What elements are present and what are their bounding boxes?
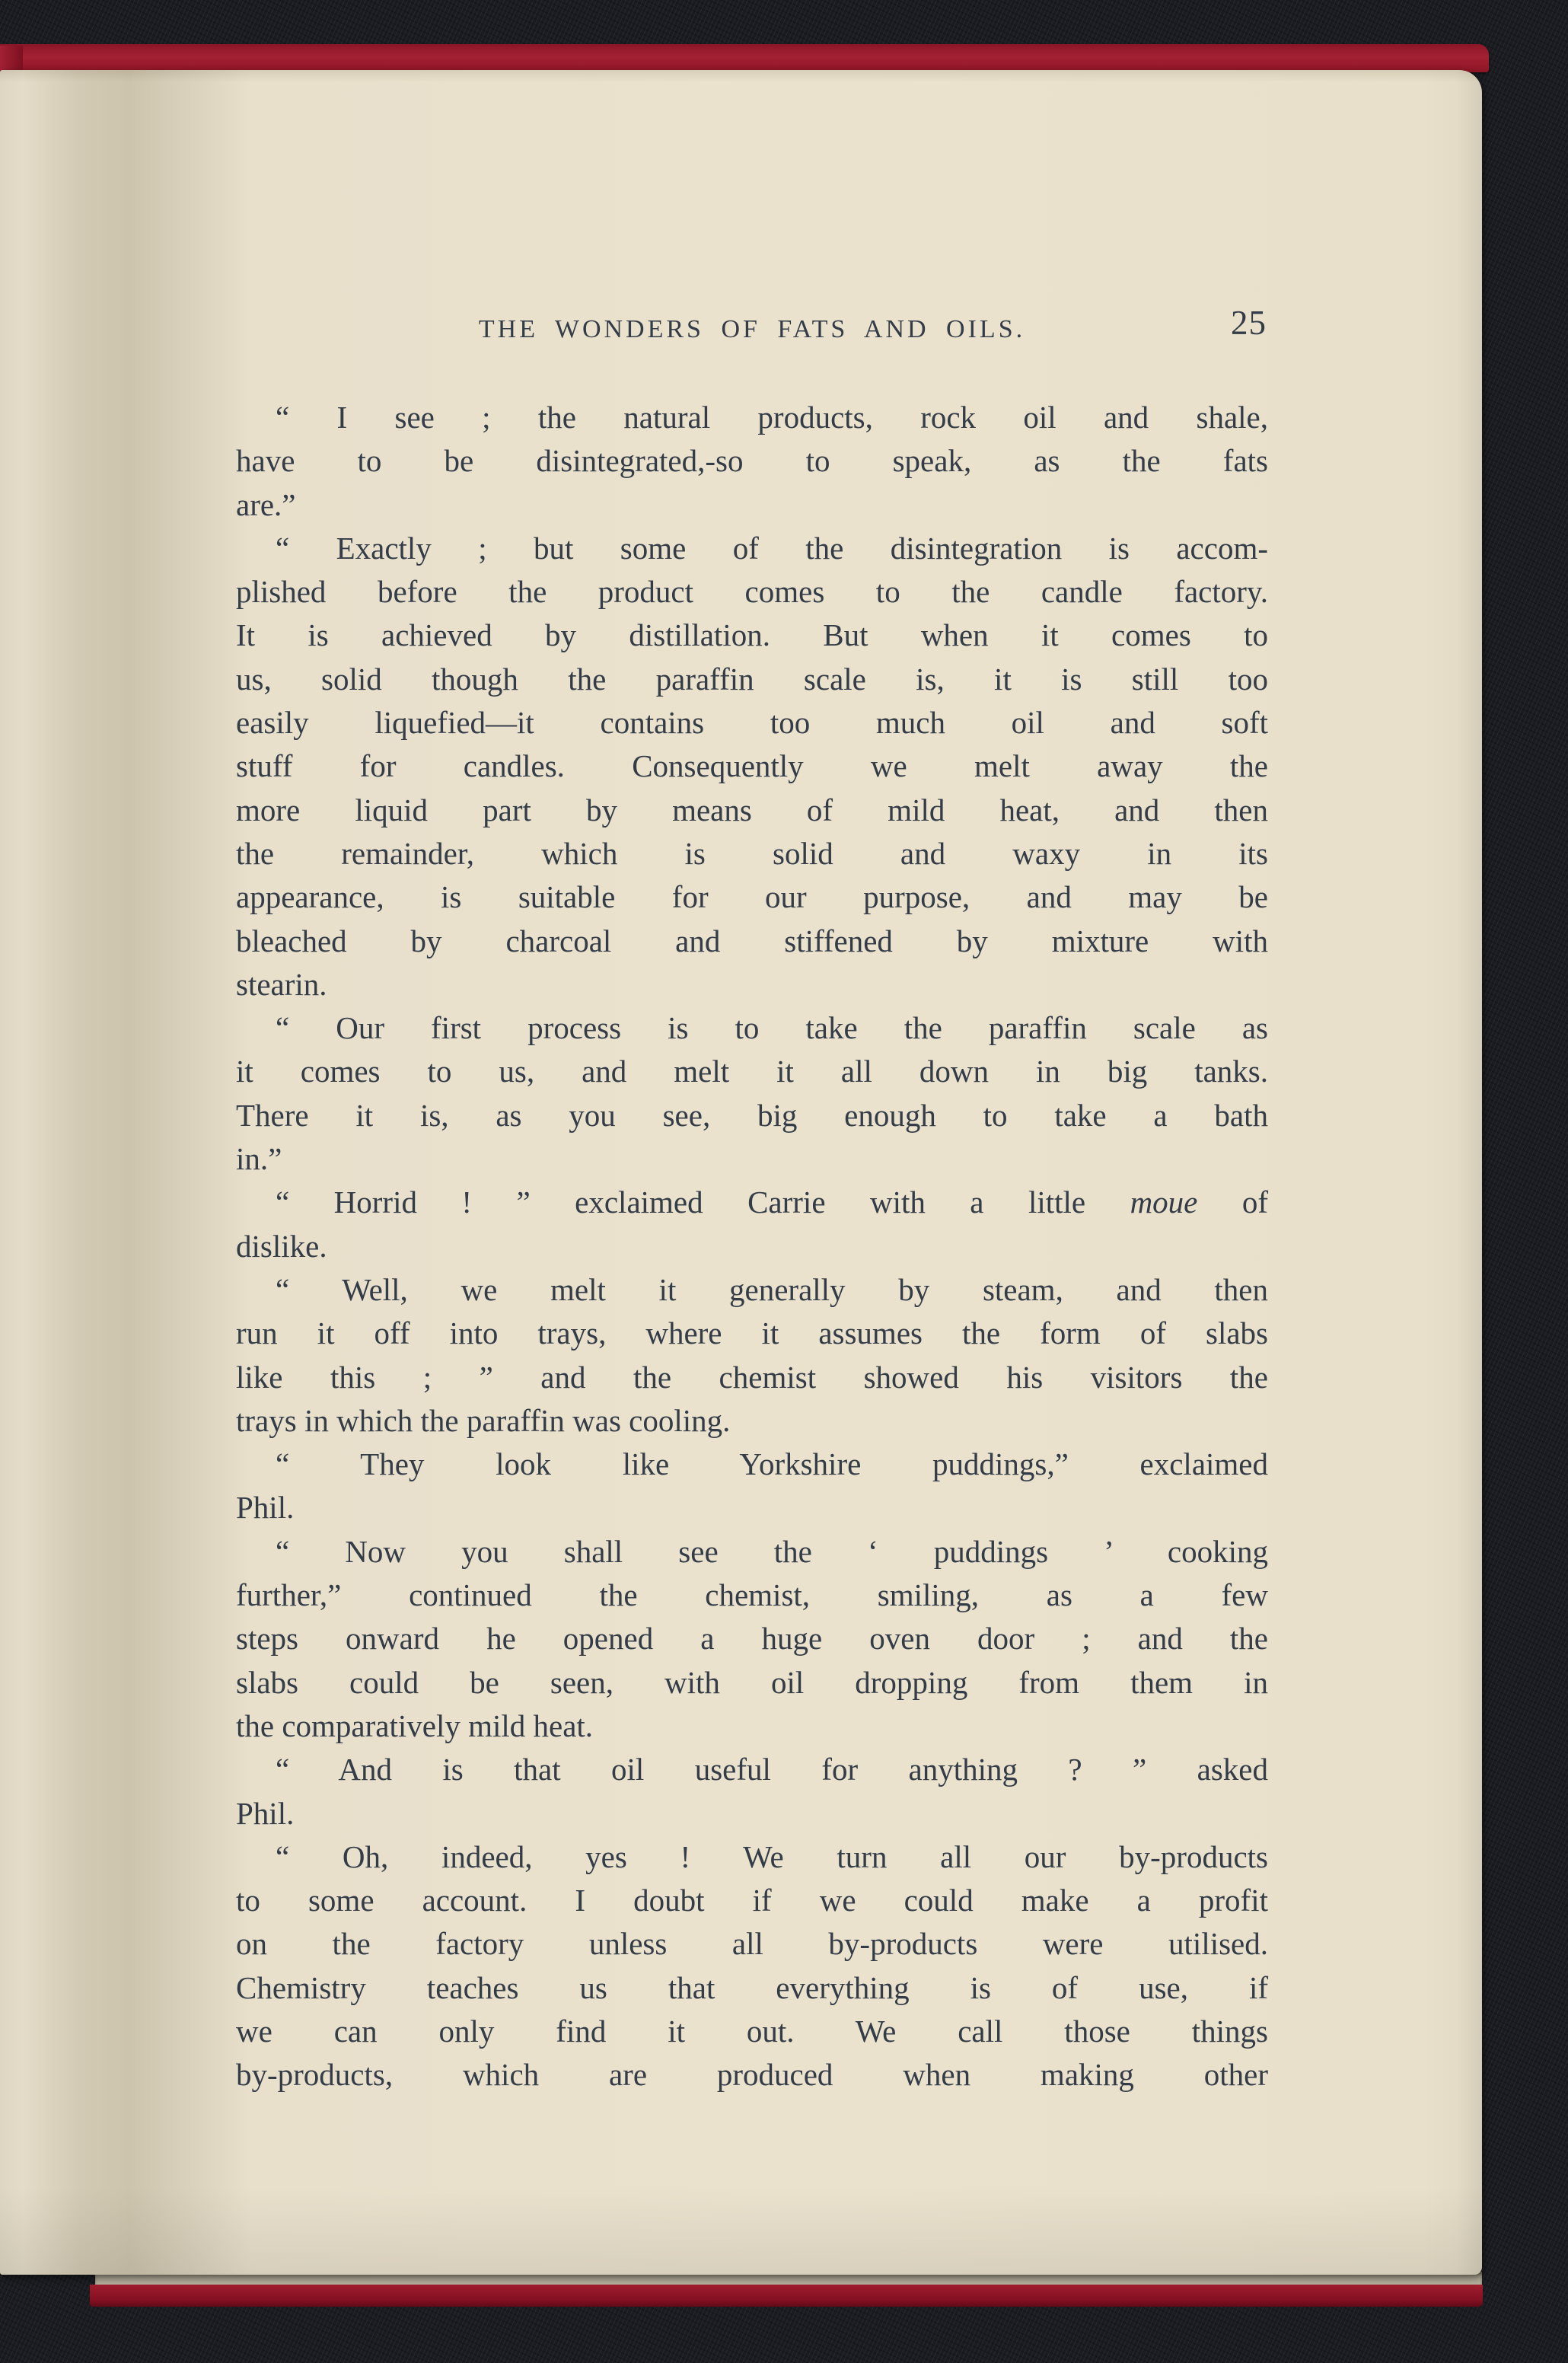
text-line: dislike. — [236, 1228, 327, 1264]
text-line: stearin. — [236, 966, 327, 1002]
text-line: slabs could be seen, with oil dropping from them in — [236, 1664, 1268, 1700]
text-line: There it is, as you see, big enough to take a bath — [236, 1097, 1268, 1133]
text-line: are.” — [236, 486, 296, 522]
text-line: It is achieved by distillation. But when it comes to — [236, 617, 1268, 653]
book-cover-bottom-edge — [90, 2285, 1483, 2307]
text-line: plished before the product comes to the candle factory. — [236, 574, 1268, 610]
text-line: trays in which the paraffin was cooling. — [236, 1402, 731, 1438]
text-line: the remainder, which is solid and waxy in its — [236, 835, 1268, 871]
text-line: run it off into trays, where it assumes the form of slabs — [236, 1315, 1268, 1351]
text-line: in.” — [236, 1141, 282, 1177]
text-line: the comparatively mild heat. — [236, 1708, 594, 1743]
text-line: easily liquefied—it contains too much oil and soft — [236, 705, 1268, 741]
text-line: on the factory unless all by-products were utilised. — [236, 1926, 1268, 1962]
text-line: Phil. — [236, 1795, 295, 1831]
text-line: it comes to us, and melt it all down in big tanks. — [236, 1054, 1268, 1089]
text-line: we can only find it out. We call those things — [236, 2013, 1268, 2049]
body-text — [236, 396, 1268, 2097]
text-line: Chemistry teaches us that everything is of use, if — [236, 1969, 1268, 2005]
text-line: “ Horrid ! ” exclaimed Carrie with a little moue of — [276, 1185, 1268, 1220]
running-head-title: THE WONDERS OF FATS AND OILS. — [478, 315, 1026, 343]
page-header — [236, 304, 1268, 361]
text-line: “ I see ; the natural products, rock oil and shale, — [276, 400, 1268, 435]
text-line: have to be disintegrated,-so to speak, as the fats — [236, 443, 1268, 479]
book-page — [0, 70, 1482, 2275]
text-line: further,” continued the chemist, smiling, as a few — [236, 1577, 1268, 1613]
text-line: “ Now you shall see the ‘ puddings ’ cooking — [276, 1533, 1268, 1569]
text-line: like this ; ” and the chemist showed his visitors the — [236, 1359, 1268, 1395]
page-number: 25 — [1231, 304, 1267, 342]
text-line: “ And is that oil useful for anything ? ” asked — [276, 1752, 1268, 1787]
text-line: to some account. I doubt if we could make a profit — [236, 1883, 1268, 1918]
text-line: more liquid part by means of mild heat, and then — [236, 792, 1268, 828]
text-line: “ Exactly ; but some of the disintegration is accom- — [276, 530, 1268, 566]
text-line: steps onward he opened a huge oven door ; and the — [236, 1621, 1268, 1657]
text-line: stuff for candles. Consequently we melt away the — [236, 748, 1268, 784]
text-line: “ Well, we melt it generally by steam, and then — [276, 1271, 1268, 1307]
text-line: by-products, which are produced when making other — [236, 2057, 1268, 2093]
text-line: “ Our first process is to take the paraffin scale as — [276, 1010, 1268, 1046]
text-line: us, solid though the paraffin scale is, it is still too — [236, 661, 1268, 697]
text-line: bleached by charcoal and stiffened by mixture with — [236, 923, 1268, 958]
text-line: appearance, is suitable for our purpose, and may be — [236, 879, 1268, 915]
text-line: “ Oh, indeed, yes ! We turn all our by-products — [276, 1838, 1268, 1874]
text-line: Phil. — [236, 1490, 295, 1526]
text-line: “ They look like Yorkshire puddings,” exclaimed — [276, 1446, 1268, 1482]
book-cover-top-edge — [0, 44, 1489, 72]
